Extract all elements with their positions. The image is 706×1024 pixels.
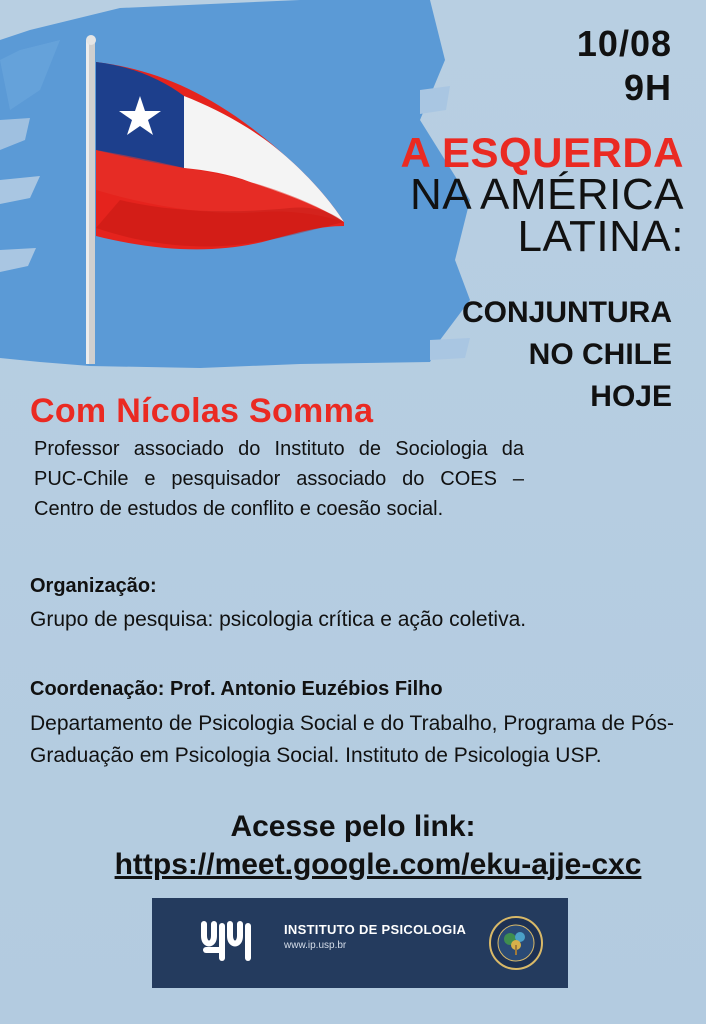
event-subtitle	[462, 292, 672, 418]
subtitle-line-2: NO CHILE	[528, 338, 672, 371]
title-line-2: NA AMÉRICA	[410, 170, 684, 219]
ip-usp-logo-icon	[198, 916, 258, 966]
coordination-text: Departamento de Psicologia Social e do Trabalho, Programa de Pós-Graduação em Psicologia Social. Instituto de Psicologia USP.	[30, 712, 674, 767]
meeting-link[interactable]: https://meet.google.com/eku-ajje-cxc	[114, 848, 642, 881]
subtitle-line-1: CONJUNTURA	[462, 296, 672, 329]
title-line-1: A ESQUERDA	[400, 129, 684, 176]
organization-heading: Organização:	[30, 575, 157, 597]
subtitle-line-3: HOJE	[590, 380, 672, 413]
event-time: 9H	[623, 67, 672, 108]
event-title	[400, 129, 684, 261]
event-date: 10/08	[576, 23, 672, 64]
coordination-heading: Coordenação: Prof. Antonio Euzébios Filho	[30, 678, 443, 700]
organization-text: Grupo de pesquisa: psicologia crítica e ação coletiva.	[30, 608, 527, 631]
institution-name: INSTITUTO DE PSICOLOGIA	[284, 922, 467, 937]
access-label: Acesse pelo link:	[230, 810, 476, 843]
title-line-3: LATINA:	[517, 212, 684, 261]
institution-website: www.ip.usp.br	[284, 940, 347, 951]
anniversary-seal-icon	[488, 915, 544, 971]
speaker-name: Com Nícolas Somma	[30, 392, 374, 430]
event-datetime	[577, 22, 672, 110]
speaker-bio: Professor associado do Instituto de Sociologia da PUC-Chile e pesquisador associado do COES – Centro de estudos de conflito e coesão social.	[34, 438, 524, 520]
footer-banner	[152, 898, 568, 988]
